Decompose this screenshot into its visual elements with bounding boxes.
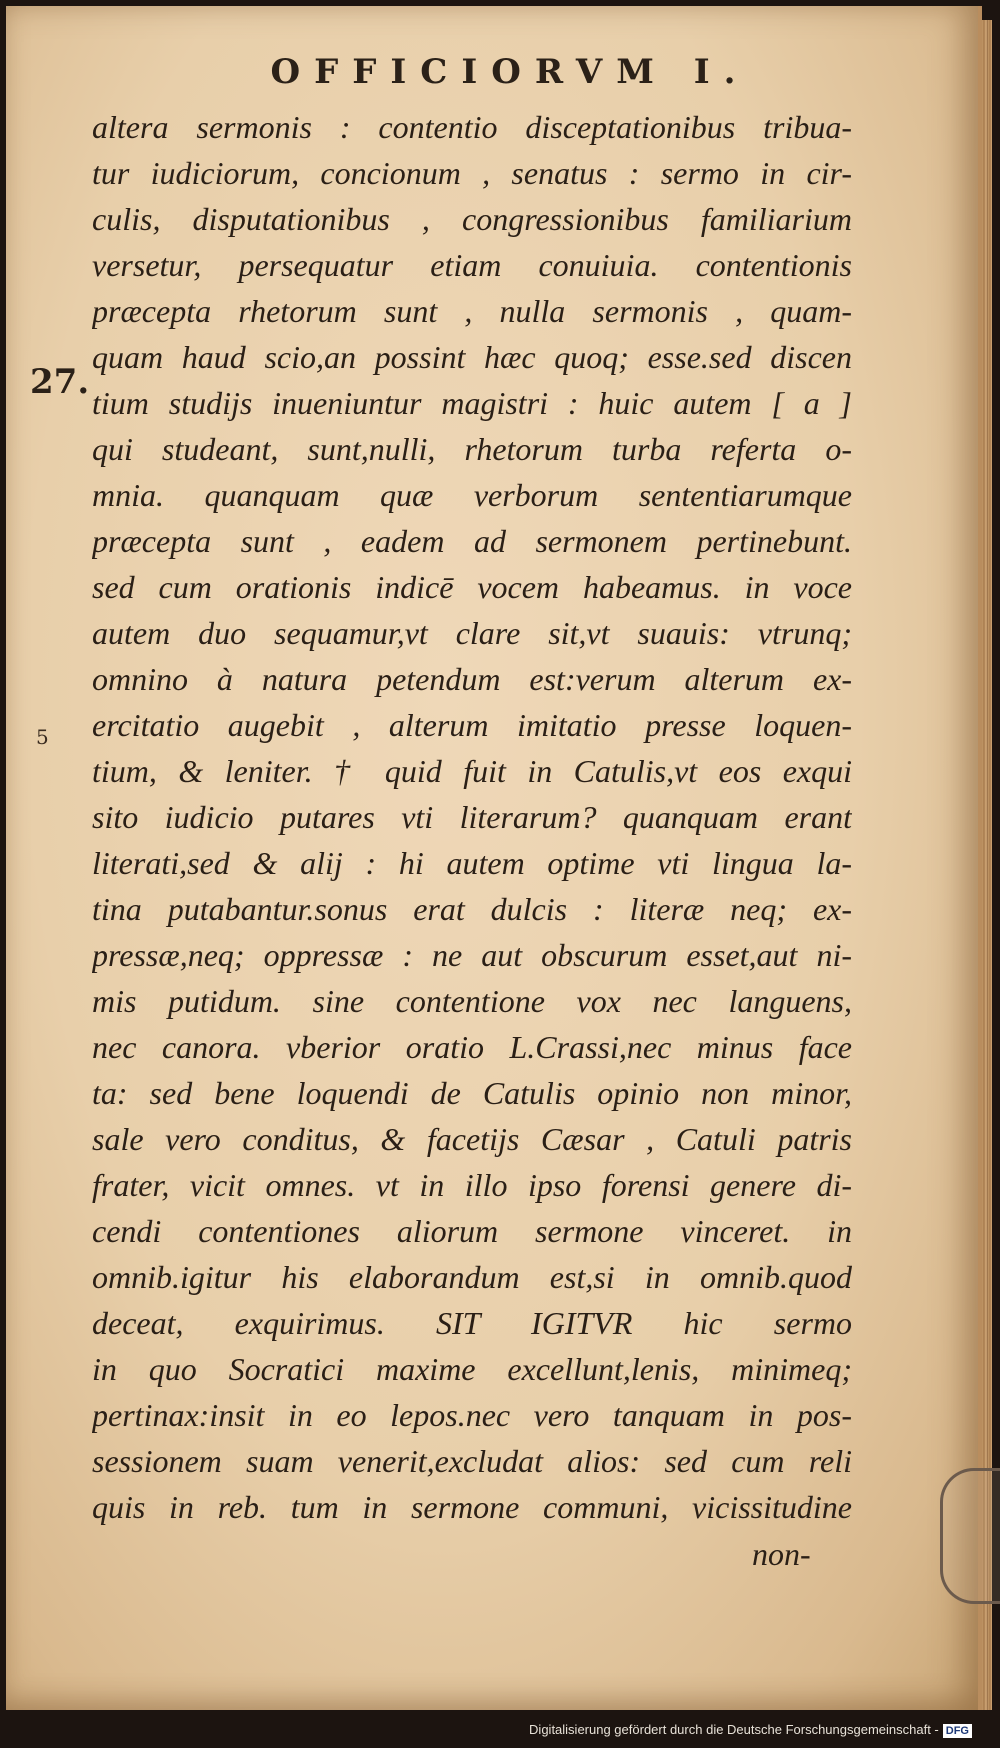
text-line: ercitatio augebit , alterum imitatio presse loquen-	[92, 707, 852, 743]
text-line: sed cum orationis indicē vocem habeamus. in voce	[92, 569, 852, 605]
text-line: autem duo sequamur,vt clare sit,vt suauis: vtrunq;	[92, 615, 852, 651]
margin-mark: 5	[36, 725, 49, 749]
text-line: præcepta sunt , eadem ad sermonem pertinebunt.	[92, 523, 852, 559]
bookmark-tab	[940, 1468, 1000, 1604]
text-line: mis putidum. sine contentione vox nec languens,	[92, 983, 852, 1019]
digitization-credit	[529, 1722, 972, 1738]
text-line: omnino à natura petendum est:verum alterum ex-	[92, 661, 852, 697]
catchword: non-	[752, 1536, 811, 1572]
text-line: tur iudiciorum, concionum , senatus : sermo in cir-	[92, 155, 852, 191]
text-line: quam haud scio,an possint hæc quoq; esse.sed discen	[92, 339, 852, 375]
text-line: sito iudicio putares vti literarum? quanquam erant	[92, 799, 852, 835]
text-line: tina putabantur.sonus erat dulcis : literæ neq; ex-	[92, 891, 852, 927]
text-line: frater, vicit omnes. vt in illo ipso forensi genere di-	[92, 1167, 852, 1203]
dfg-logo: DFG	[943, 1724, 972, 1738]
text-line: altera sermonis : contentio disceptationibus tribua-	[92, 109, 852, 145]
text-line: nec canora. vberior oratio L.Crassi,nec minus face	[92, 1029, 852, 1065]
text-line: qui studeant, sunt,nulli, rhetorum turba referta o-	[92, 431, 852, 467]
credit-text: Digitalisierung gefördert durch die Deutsche Forschungsgemeinschaft -	[529, 1722, 939, 1737]
text-line: mnia. quanquam quæ verborum sententiarumque	[92, 477, 852, 513]
text-line: pressæ,neq; oppressæ : ne aut obscurum esset,aut ni-	[92, 937, 852, 973]
text-line: omnib.igitur his elaborandum est,si in omnib.quod	[92, 1259, 852, 1295]
text-line: quis in reb. tum in sermone communi, vicissitudine	[92, 1489, 852, 1525]
body-text	[92, 104, 852, 1530]
text-line: literati,sed & alij : hi autem optime vti lingua la-	[92, 845, 852, 881]
text-line: sessionem suam venerit,excludat alios: sed cum reli	[92, 1443, 852, 1479]
running-head: OFFICIORVM I.	[270, 52, 750, 92]
margin-section-number: 27.	[30, 362, 90, 402]
text-line: præcepta rhetorum sunt , nulla sermonis , quam-	[92, 293, 852, 329]
text-line: versetur, persequatur etiam conuiuia. contentionis	[92, 247, 852, 283]
text-line: pertinax:insit in eo lepos.nec vero tanquam in pos-	[92, 1397, 852, 1433]
text-line: sale vero conditus, & facetijs Cæsar , Catuli patris	[92, 1121, 852, 1157]
text-line: culis, disputationibus , congressionibus familiarium	[92, 201, 852, 237]
text-line: in quo Socratici maxime excellunt,lenis, minimeq;	[92, 1351, 852, 1387]
text-line: deceat, exquirimus. SIT IGITVR hic sermo	[92, 1305, 852, 1341]
text-line: tium, & leniter. † quid fuit in Catulis,vt eos exqui	[92, 753, 852, 789]
text-line: tium studijs inueniuntur magistri : huic autem [ a ]	[92, 385, 852, 421]
text-line: ta: sed bene loquendi de Catulis opinio non minor,	[92, 1075, 852, 1111]
text-line: cendi contentiones aliorum sermone vinceret. in	[92, 1213, 852, 1249]
